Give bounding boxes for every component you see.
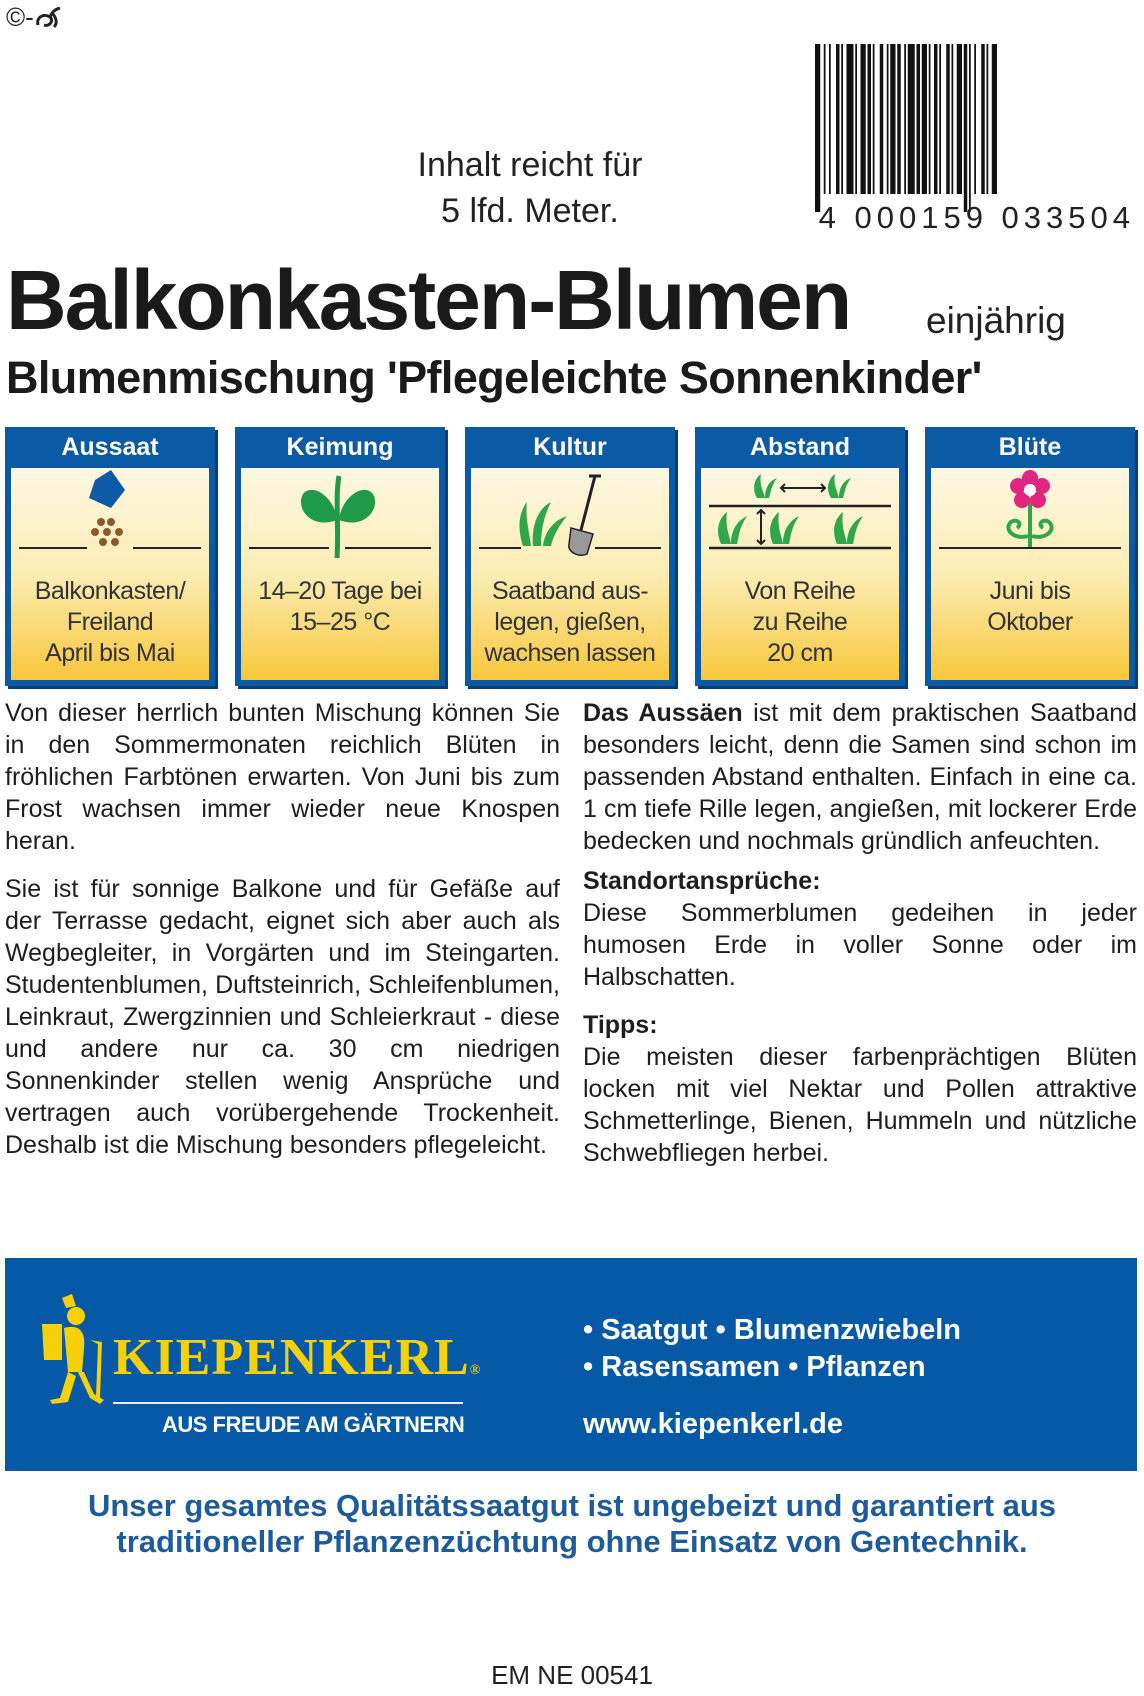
box-header: Blüte xyxy=(998,433,1062,461)
barcode-bar xyxy=(946,44,950,194)
tips-text: Die meisten dieser farbenprächtigen Blüten locken mit viel Nektar und Pollen attraktive Schmetterlinge, Bienen, Hummeln und nützliche Schwebfliegen herbei. xyxy=(583,1043,1137,1167)
brand-name: KIEPENKERL xyxy=(113,1329,470,1386)
barcode-bar xyxy=(934,44,938,194)
barcode-bar xyxy=(841,44,843,194)
box-text-line: Von Reihe xyxy=(744,577,856,605)
box-text-line: Oktober xyxy=(987,608,1073,636)
quality-note xyxy=(0,1488,1144,1560)
barcode-bar xyxy=(897,44,901,194)
flower-icon xyxy=(931,468,1129,568)
annual-label: einjährig xyxy=(926,300,1066,341)
barcode-bar xyxy=(880,44,884,194)
spacing-icon xyxy=(701,468,899,568)
barcode xyxy=(815,44,1130,212)
info-box-kultur xyxy=(465,427,675,686)
barcode-bar xyxy=(890,44,895,194)
description-paragraph: Sie ist für sonnige Balkone und für Gefäße auf der Terrasse gedacht, eignet sich aber auch als Wegbegleiter, in Vorgärten und im Steingarten. Studentenblumen, Duftsteinrich, Schleifenblumen, Leinkraut, Zwergzinnien und Schleierkraut - diese und andere nur ca. 30 cm niedrigen Sonnenkinder stellen wenig Ansprüche und vertragen auch vorübergehende Trockenheit. Deshalb ist die Mischung besonders pflegeleicht. xyxy=(5,875,560,1159)
box-header: Keimung xyxy=(286,433,394,461)
product-range xyxy=(583,1312,961,1386)
brand-slogan: AUS FREUDE AM GÄRTNERN xyxy=(162,1412,465,1437)
product-range-line: • Rasensamen • Pflanzen xyxy=(583,1351,926,1383)
barcode-bar xyxy=(987,44,989,194)
seedling-icon xyxy=(241,468,439,568)
box-text-line: Juni bis xyxy=(989,577,1071,605)
box-text-line: Freiland xyxy=(66,608,154,636)
box-text-line: 20 cm xyxy=(767,639,833,667)
quality-note-line: traditioneller Pflanzenzüchtung ohne Einsatz von Gentechnik. xyxy=(116,1524,1028,1559)
tips-heading: Tipps: xyxy=(583,1011,658,1039)
barcode-bar xyxy=(908,44,915,194)
content-note xyxy=(360,142,700,234)
copyright-text: ©- xyxy=(6,2,34,32)
barcode-bar xyxy=(824,44,826,194)
barcode-bar xyxy=(957,44,962,194)
box-text-line: zu Reihe xyxy=(752,608,848,636)
shovel-plant-icon xyxy=(471,468,669,568)
description-paragraph: Von dieser herrlich bunten Mischung können Sie in den Sommermonaten reichlich Blüten in fröhlichen Farbtönen erwarten. Von Juni bis zum Frost wachsen immer wieder neue Knospen heran. xyxy=(5,699,560,855)
content-note-line: Inhalt reicht für xyxy=(417,146,643,184)
product-range-line: • Saatgut • Blumenzwiebeln xyxy=(583,1314,962,1346)
barcode-bar xyxy=(981,44,985,194)
box-text-line: 15–25 °C xyxy=(289,608,391,636)
barcode-bar xyxy=(917,44,921,194)
box-header: Abstand xyxy=(750,433,850,461)
site-heading: Standortansprüche: xyxy=(583,867,821,895)
registered-mark: ® xyxy=(469,1363,482,1378)
kiepenkerl-man-icon xyxy=(38,1294,110,1410)
leaf-logo-icon xyxy=(34,7,62,29)
barcode-bar xyxy=(829,44,831,194)
box-text-line: Saatband aus- xyxy=(491,577,649,605)
sowing-lead: Das Aussäen xyxy=(583,699,743,727)
quality-note-line: Unser gesamtes Qualitätssaatgut ist ungebeizt und garantiert aus xyxy=(87,1488,1057,1523)
barcode-bar xyxy=(922,44,927,194)
barcode-number: 4 000159 033504 xyxy=(818,200,1135,235)
content-note-line: 5 lfd. Meter. xyxy=(441,192,619,230)
brand-logo xyxy=(113,1328,481,1387)
info-box-abstand xyxy=(695,427,905,686)
barcode-bar xyxy=(873,44,875,194)
box-text-line: legen, gießen, xyxy=(494,608,646,636)
barcode-bar xyxy=(952,44,954,194)
instructions-column xyxy=(583,697,1137,1185)
sowing-icon xyxy=(11,468,209,568)
product-subtitle: Blumenmischung 'Pflegeleichte Sonnenkinder' xyxy=(6,352,982,403)
copyright-mark xyxy=(6,2,62,33)
sowing-text: ist mit dem praktischen Saatband besonders leicht, denn die Samen sind schon im passenden Abstand enthalten. Einfach in eine ca. 1 cm tiefe Rille legen, angießen, mit lockerer Erde bedecken und nochmals gründlich anfeuchten. xyxy=(583,699,1138,855)
article-code: EM NE 00541 xyxy=(491,1660,653,1690)
barcode-bar xyxy=(855,44,857,194)
box-text-line: April bis Mai xyxy=(45,639,175,667)
website-link[interactable]: www.kiepenkerl.de xyxy=(583,1408,844,1440)
box-text-line: 14–20 Tage bei xyxy=(258,577,422,605)
barcode-bar xyxy=(964,44,968,212)
box-text-line: Balkonkasten/ xyxy=(34,577,186,605)
barcode-bar xyxy=(969,44,971,212)
box-header: Kultur xyxy=(533,433,607,461)
barcode-bar xyxy=(974,44,976,194)
barcode-bar xyxy=(929,44,931,194)
barcode-bar xyxy=(836,44,840,194)
barcode-bar xyxy=(847,44,854,194)
info-box-keimung xyxy=(235,427,445,686)
info-box-aussaat xyxy=(5,427,215,686)
product-title: Balkonkasten-Blumen xyxy=(6,253,851,347)
logo-divider xyxy=(113,1402,463,1404)
barcode-bar xyxy=(861,44,866,194)
barcode-bar xyxy=(939,44,941,194)
barcode-bar xyxy=(887,44,889,194)
barcode-bar xyxy=(868,44,872,194)
description-column xyxy=(5,697,560,1177)
barcode-bar xyxy=(904,44,906,194)
box-text-line: wachsen lassen xyxy=(484,639,656,667)
site-text: Diese Sommerblumen gedeihen in jeder humosen Erde in voller Sonne oder im Halbschatten. xyxy=(583,899,1137,991)
barcode-bar xyxy=(815,44,820,212)
info-box-bluete xyxy=(925,427,1135,686)
box-header: Aussaat xyxy=(61,433,159,461)
barcode-bar xyxy=(992,44,997,194)
sowing-paragraph xyxy=(583,697,1137,857)
